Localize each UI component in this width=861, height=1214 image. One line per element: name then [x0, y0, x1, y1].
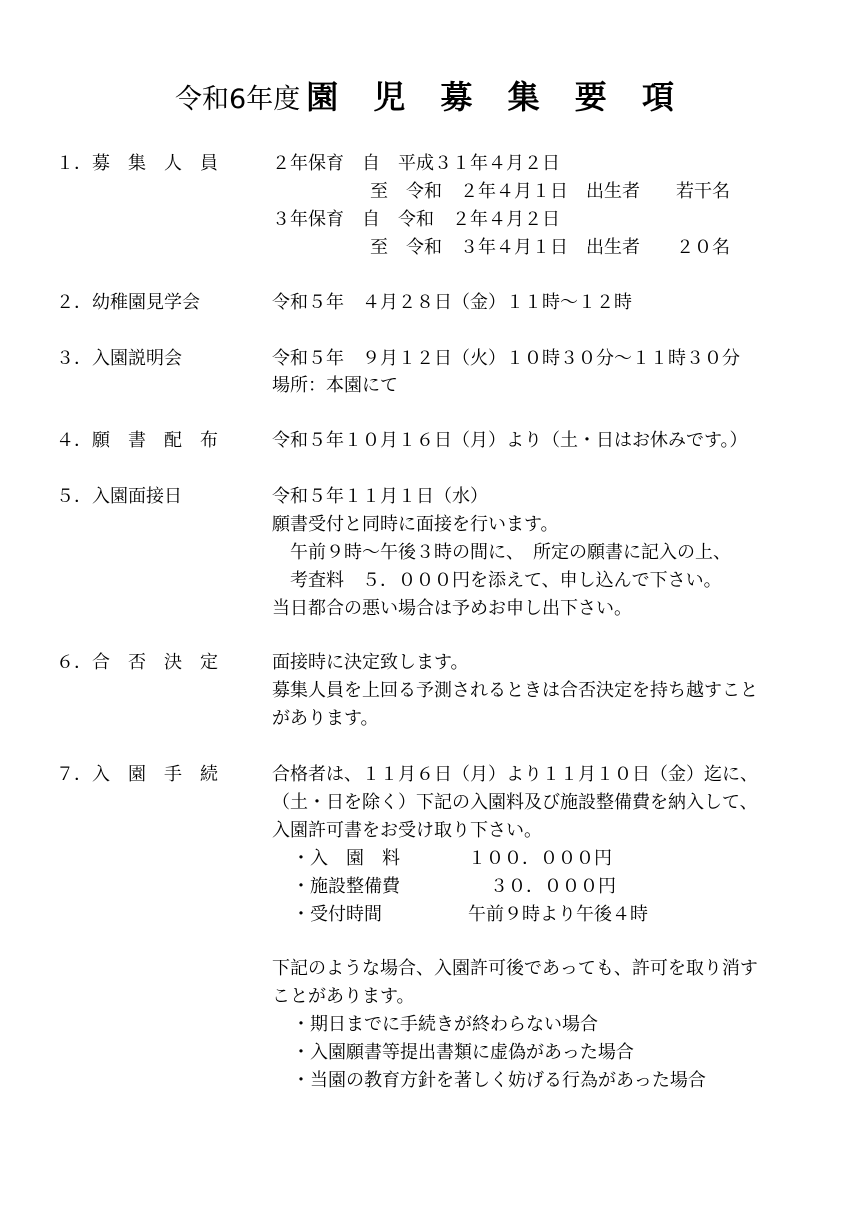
- section-7-note: ことがあります。: [272, 986, 415, 1007]
- section-5-line: 午前９時～午後３時の間に、 所定の願書に記入の上、: [290, 542, 731, 563]
- title-main: 園 児 募 集 要 項: [306, 78, 686, 116]
- section-1-row: ２年保育 自 平成３１年４月２日: [272, 153, 560, 174]
- section-6-line: 募集人員を上回る予測されるときは合否決定を持ち越すこと: [272, 680, 758, 701]
- list-item: ・入園願書等提出書類に虚偽があった場合: [292, 1042, 634, 1063]
- fee-value: 午前９時より午後４時: [468, 904, 648, 925]
- section-1-row: ３年保育 自 令和 ２年４月２日: [272, 209, 560, 230]
- section-2-line: 令和５年 ４月２８日（金）１１時～１２時: [272, 292, 632, 313]
- section-7-note: 下記のような場合、入園許可後であっても、許可を取り消す: [272, 958, 758, 979]
- section-4-label: ４．願 書 配 布: [56, 430, 218, 451]
- section-6-label: ６．合 否 決 定: [56, 652, 218, 673]
- section-5-line: 考査料 ５．０００円を添えて、申し込んで下さい。: [290, 570, 722, 591]
- title-year: 令和6年度: [175, 84, 301, 115]
- section-1-row: 至 令和 ２年４月１日 出生者 若干名: [370, 181, 730, 202]
- section-2-label: ２．幼稚園見学会: [56, 292, 200, 313]
- section-6-line: 面接時に決定致します。: [272, 652, 469, 673]
- section-1-row: 至 令和 ３年４月１日 出生者 ２０名: [370, 237, 730, 258]
- section-7-line: 入園許可書をお受け取り下さい。: [272, 820, 542, 841]
- fee-value: ３０．０００円: [490, 876, 616, 897]
- section-7-line: 合格者は、１１月６日（月）より１１月１０日（金）迄に、: [272, 764, 758, 785]
- section-7-line: （土・日を除く）下記の入園料及び施設整備費を納入して、: [272, 792, 758, 813]
- fee-name: ・施設整備費: [292, 876, 400, 897]
- section-7-label: ７．入 園 手 続: [56, 764, 218, 785]
- section-5-line: 当日都合の悪い場合は予めお申し出下さい。: [272, 598, 632, 619]
- section-5-label: ５．入園面接日: [56, 486, 182, 507]
- section-5-line: 令和５年１１月１日（水）: [272, 486, 488, 507]
- page-title: [0, 72, 861, 118]
- section-3-line: 令和５年 ９月１２日（火）１０時３０分～１１時３０分: [272, 348, 740, 369]
- section-6-line: があります。: [272, 708, 379, 729]
- fee-value: １００．０００円: [468, 848, 612, 869]
- list-item: ・当園の教育方針を著しく妨げる行為があった場合: [292, 1070, 706, 1091]
- section-3-line: 場所：本園にて: [272, 375, 398, 396]
- fee-name: ・入 園 料: [292, 848, 400, 869]
- list-item: ・期日までに手続きが終わらない場合: [292, 1014, 598, 1035]
- fee-name: ・受付時間: [292, 904, 382, 925]
- section-1-label: １．募 集 人 員: [56, 153, 218, 174]
- section-5-line: 願書受付と同時に面接を行います。: [272, 514, 559, 535]
- section-4-line: 令和５年１０月１６日（月）より（土・日はお休みです。）: [272, 430, 748, 451]
- section-3-label: ３．入園説明会: [56, 348, 182, 369]
